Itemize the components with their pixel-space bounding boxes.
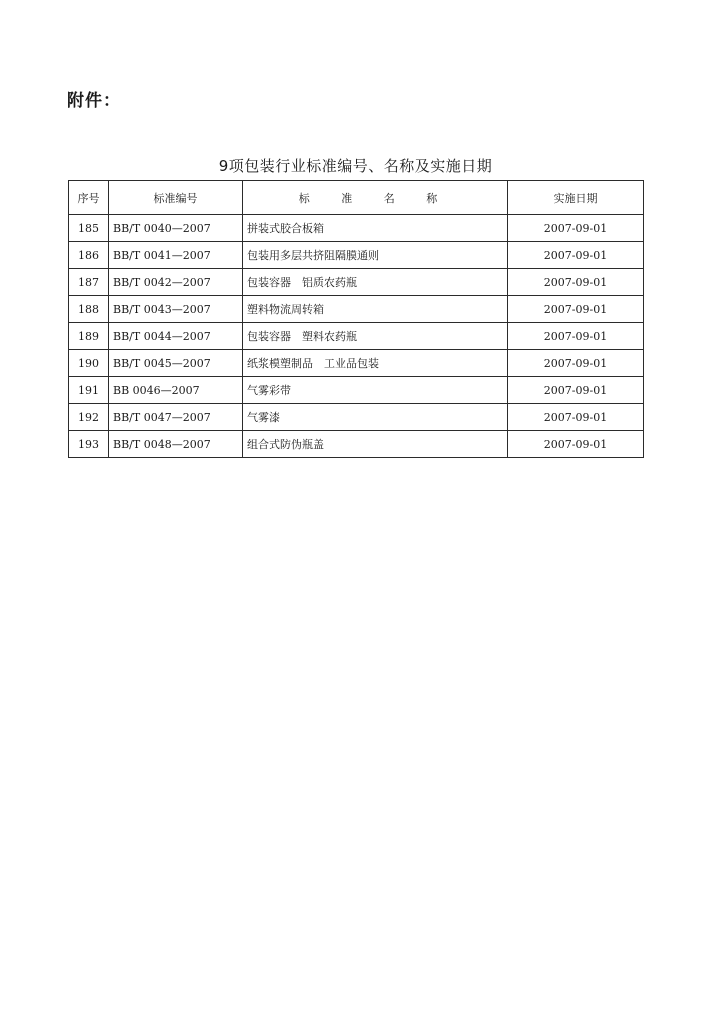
row-name: 纸浆模塑制品 工业品包装 [243, 350, 508, 377]
row-name: 塑料物流周转箱 [243, 296, 508, 323]
row-name: 组合式防伪瓶盖 [243, 431, 508, 458]
row-name: 包装容器 塑料农药瓶 [243, 323, 508, 350]
table-row [69, 404, 644, 431]
row-date: 2007-09-01 [508, 323, 644, 350]
row-code: BB/T 0043—2007 [109, 296, 243, 323]
table-header-row [69, 181, 644, 215]
row-name: 包装容器 铝质农药瓶 [243, 269, 508, 296]
row-name: 包装用多层共挤阻隔膜通则 [243, 242, 508, 269]
column-header-name: 标 准 名 称 [243, 181, 508, 215]
row-seq: 190 [69, 350, 109, 377]
row-code: BB/T 0044—2007 [109, 323, 243, 350]
row-date: 2007-09-01 [508, 377, 644, 404]
table-row [69, 242, 644, 269]
table-row [69, 377, 644, 404]
row-date: 2007-09-01 [508, 404, 644, 431]
table-row [69, 323, 644, 350]
row-name: 气雾彩带 [243, 377, 508, 404]
row-date: 2007-09-01 [508, 296, 644, 323]
table-row [69, 215, 644, 242]
attachment-label: 附件： [67, 91, 121, 111]
row-seq: 187 [69, 269, 109, 296]
row-seq: 189 [69, 323, 109, 350]
row-seq: 191 [69, 377, 109, 404]
row-seq: 186 [69, 242, 109, 269]
row-date: 2007-09-01 [508, 215, 644, 242]
row-code: BB/T 0041—2007 [109, 242, 243, 269]
standards-table [68, 180, 644, 458]
row-code: BB/T 0047—2007 [109, 404, 243, 431]
row-code: BB 0046—2007 [109, 377, 243, 404]
row-code: BB/T 0040—2007 [109, 215, 243, 242]
row-code: BB/T 0045—2007 [109, 350, 243, 377]
table-row [69, 296, 644, 323]
row-seq: 192 [69, 404, 109, 431]
row-date: 2007-09-01 [508, 269, 644, 296]
row-name: 拼装式胶合板箱 [243, 215, 508, 242]
row-seq: 185 [69, 215, 109, 242]
row-code: BB/T 0042—2007 [109, 269, 243, 296]
row-date: 2007-09-01 [508, 431, 644, 458]
table-row [69, 269, 644, 296]
row-name: 气雾漆 [243, 404, 508, 431]
row-code: BB/T 0048—2007 [109, 431, 243, 458]
row-date: 2007-09-01 [508, 242, 644, 269]
column-header-code: 标准编号 [109, 181, 243, 215]
column-header-date: 实施日期 [508, 181, 644, 215]
table-title: 9项包装行业标准编号、名称及实施日期 [218, 157, 493, 175]
table-row [69, 431, 644, 458]
column-header-seq: 序号 [69, 181, 109, 215]
row-date: 2007-09-01 [508, 350, 644, 377]
row-seq: 193 [69, 431, 109, 458]
table-row [69, 350, 644, 377]
row-seq: 188 [69, 296, 109, 323]
